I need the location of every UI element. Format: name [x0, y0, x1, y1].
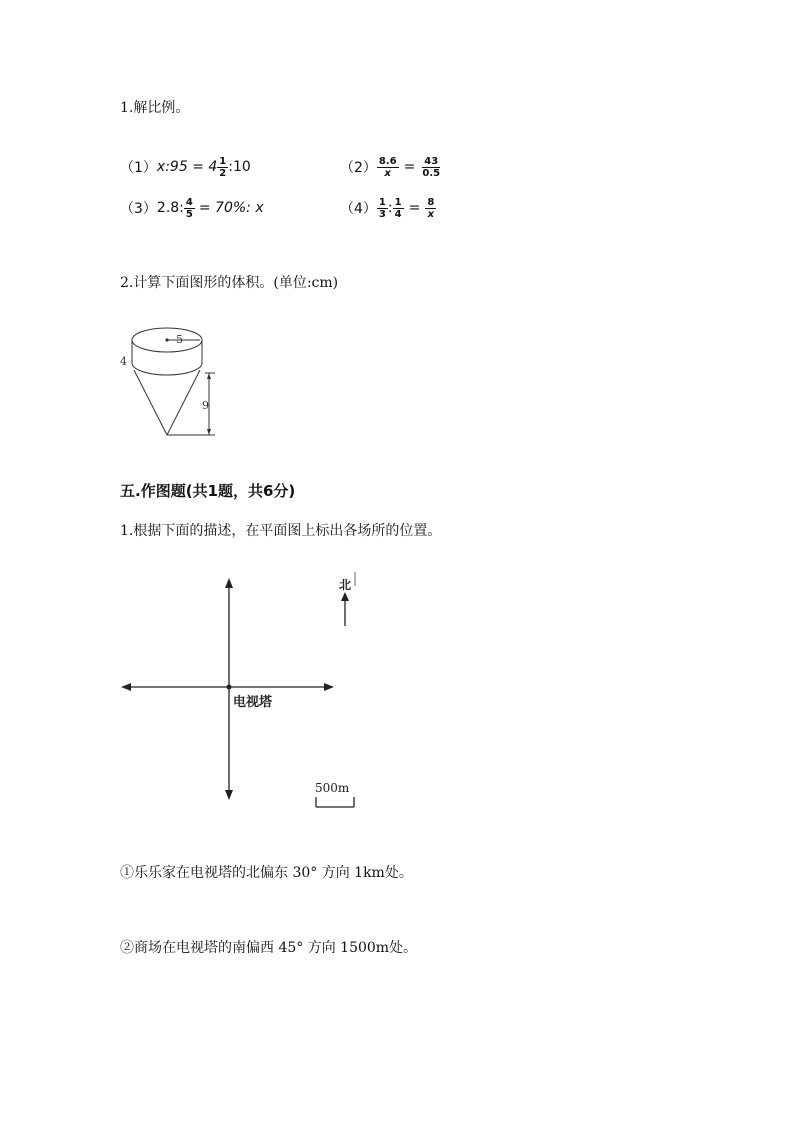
mixed-fraction	[217, 156, 228, 179]
north-label: 北	[339, 578, 352, 592]
fraction-numerator: 1	[219, 155, 227, 167]
cone-left-edge	[134, 370, 167, 435]
fraction-numerator: 1	[378, 196, 386, 208]
arrowhead-down	[207, 429, 211, 435]
fraction	[377, 156, 399, 179]
fraction-denominator: x	[427, 208, 435, 220]
fraction-denominator: 5	[185, 208, 193, 220]
radius-label: 5	[176, 333, 183, 346]
item-label: （2）	[340, 160, 377, 176]
statement-2: ②商场在电视塔的南偏西 45° 方向 1500m处。	[120, 940, 418, 956]
fraction-numerator: 8	[427, 196, 435, 208]
fraction-denominator: 4	[394, 208, 402, 220]
center-point	[165, 338, 168, 341]
cylinder-height-label: 4	[120, 355, 127, 368]
north-arrow-head	[341, 592, 349, 601]
direction-map	[115, 568, 375, 818]
question-title: 1.解比例。	[120, 100, 190, 116]
proportion-item-1	[120, 152, 251, 182]
arrowhead-south	[225, 790, 233, 800]
tv-tower-point	[227, 685, 232, 690]
fraction-numerator: 4	[185, 196, 193, 208]
fraction-denominator: 0.5	[422, 167, 441, 179]
equation-lhs: 2.8:	[156, 200, 184, 216]
fraction	[377, 197, 388, 220]
fraction-numerator: 43	[424, 155, 439, 167]
equation-lhs: x:95 = 4	[156, 159, 218, 175]
question-title: 2.计算下面图形的体积。(单位:cm)	[120, 275, 339, 291]
tv-tower-label: 电视塔	[233, 695, 273, 710]
item-label: （1）	[120, 160, 157, 176]
proportion-item-4	[340, 190, 436, 226]
fraction-numerator: 8.6	[378, 155, 397, 167]
fraction-numerator: 1	[394, 196, 402, 208]
fraction	[393, 197, 404, 220]
arrowhead-up	[207, 373, 211, 379]
item-label: （4）	[340, 201, 377, 217]
proportion-item-3	[120, 192, 264, 224]
item-label: （3）	[120, 201, 157, 217]
cylinder-bottom-arc	[132, 363, 202, 375]
arrowhead-east	[324, 683, 334, 691]
equals-sign: =	[403, 159, 416, 175]
fraction	[420, 156, 442, 179]
cone-right-edge	[167, 370, 200, 435]
fraction-denominator: 3	[378, 208, 386, 220]
cylinder-cone-figure	[115, 318, 225, 443]
cone-height-label: 9	[202, 399, 209, 412]
colon: :	[387, 200, 393, 216]
question-title: 1.根据下面的描述，在平面图上标出各场所的位置。	[120, 523, 442, 539]
equation-rhs: = 70%: x	[198, 200, 264, 216]
fraction-denominator: x	[384, 167, 391, 179]
fraction-denominator: 2	[219, 167, 227, 179]
statement-1: ①乐乐家在电视塔的北偏东 30° 方向 1km处。	[120, 865, 413, 881]
proportion-item-2	[340, 150, 442, 184]
fraction	[184, 197, 195, 220]
fraction	[425, 197, 436, 220]
scale-label: 500m	[315, 781, 350, 795]
equation-rhs: :10	[228, 159, 251, 175]
arrowhead-north	[225, 578, 233, 588]
equals-sign: =	[408, 200, 421, 216]
section-heading: 五.作图题(共1题，共6分)	[120, 482, 296, 500]
arrowhead-west	[121, 683, 131, 691]
